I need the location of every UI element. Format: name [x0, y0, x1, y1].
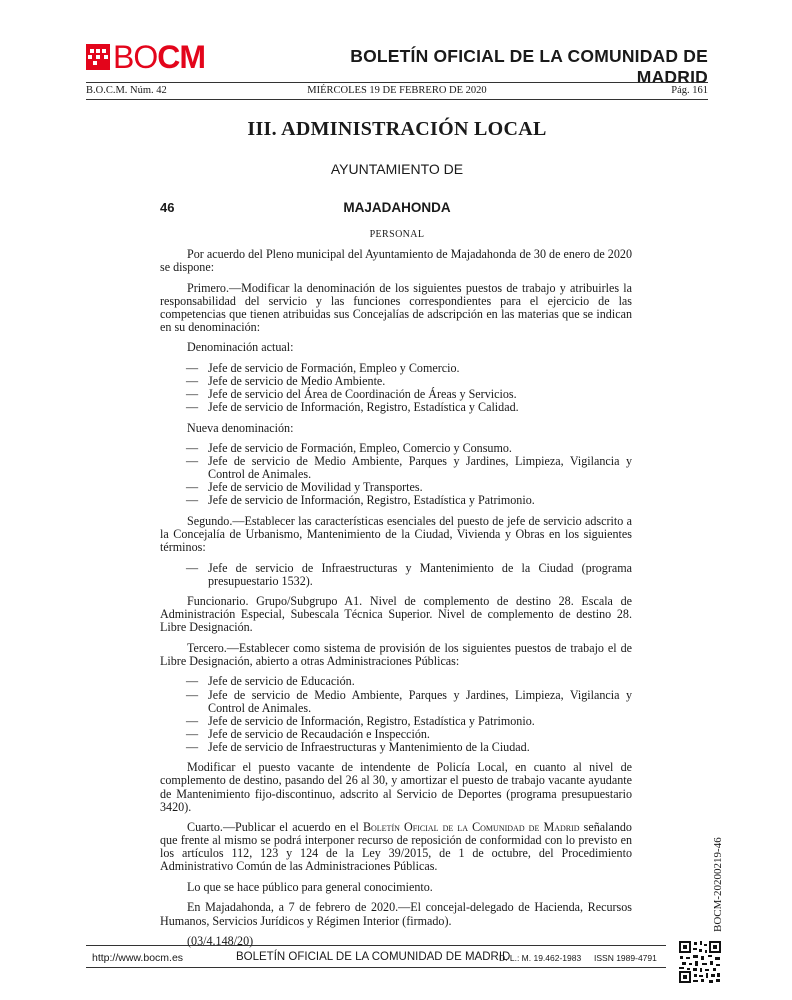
nueva-denominacion-list — [160, 442, 632, 507]
denominacion-actual-label: Denominación actual: — [187, 340, 294, 355]
footer-rule-top — [86, 945, 666, 946]
denominacion-actual-list — [160, 362, 632, 414]
publication-title: BOLETÍN OFICIAL DE LA COMUNIDAD DE MADRID — [350, 46, 708, 87]
primero-paragraph: Primero.—Modificar la denominación de los siguientes puestos de trabajo y atribuirles la responsabilidad del servicio y las funciones correspondientes para el ejercicio de las competencias que tienen atribuidas sus Concejalías de adscripción en las materias que se indican en su denominación: — [160, 280, 632, 334]
publico-paragraph: Lo que se hace público para general conocimiento. — [187, 879, 433, 894]
intro-paragraph: Por acuerdo del Pleno municipal del Ayuntamiento de Majadahonda de 30 de enero de 2020 se dispone: — [160, 247, 632, 275]
vertical-document-code: BOCM-20200219-46 — [712, 837, 724, 932]
firma-paragraph: En Majadahonda, a 7 de febrero de 2020.—El concejal-delegado de Hacienda, Recursos Humanos, Servicios Jurídicos y Régimen Interior (firmado). — [160, 900, 632, 928]
madrid-flag-icon — [86, 44, 110, 70]
logo-text-bo: BO — [113, 39, 158, 75]
list-item: — Jefe de servicio de Educación. — [186, 674, 355, 689]
list-item: — Jefe de servicio de Información, Registro, Estadística y Patrimonio. — [186, 713, 535, 728]
reference-number: (03/4.148/20) — [187, 933, 254, 948]
list-item: — Jefe de servicio de Movilidad y Transportes. — [186, 480, 423, 495]
footer — [86, 950, 666, 966]
bocm-logo — [86, 39, 205, 75]
list-item: — Jefe de servicio de Medio Ambiente. — [186, 373, 386, 388]
issue-date: MIÉRCOLES 19 DE FEBRERO DE 2020 — [307, 85, 487, 96]
footer-title: BOLETÍN OFICIAL DE LA COMUNIDAD DE MADRID — [236, 951, 511, 963]
list-item: — Jefe de servicio de Infraestructuras y Mantenimiento de la Ciudad. — [186, 739, 530, 754]
modificar-paragraph: Modificar el puesto vacante de intendente de Policía Local, en cuanto al nivel de complemento de destino, pasando del 26 al 30, y amortizar el puesto de trabajo vacante ayudante de Mantenimiento fijo-discontinuo, adscrito al Servicio de Deportes (programa presupuestario 3420). — [160, 760, 632, 814]
issn: ISSN 1989-4791 — [594, 953, 657, 963]
list-item: — Jefe de servicio de Medio Ambiente, Parques y Jardines, Limpieza, Vigilancia y Control de Animales. — [186, 687, 632, 715]
list-item: — Jefe de servicio de Formación, Empleo, Comercio y Consumo. — [186, 441, 512, 456]
document-body — [160, 248, 632, 955]
list-item: — Jefe de servicio de Formación, Empleo y Comercio. — [186, 360, 460, 375]
header-rule-bottom — [86, 99, 708, 100]
section-heading: III. ADMINISTRACIÓN LOCAL — [247, 118, 547, 140]
page-number: Pág. 161 — [671, 85, 708, 96]
legal-deposit: D. L.: M. 19.462-1983 — [499, 953, 582, 963]
list-item: — Jefe de servicio de Información, Registro, Estadística y Calidad. — [186, 400, 519, 415]
list-item: — Jefe de servicio del Área de Coordinación de Áreas y Servicios. — [186, 387, 517, 402]
qr-code-icon — [678, 940, 722, 984]
subject-heading: PERSONAL — [369, 229, 425, 240]
segundo-list — [160, 562, 632, 588]
issue-number: B.O.C.M. Núm. 42 — [86, 85, 167, 96]
logo-text-cm: CM — [157, 39, 205, 75]
entity-prefix: AYUNTAMIENTO DE — [330, 161, 464, 177]
segundo-paragraph: Segundo.—Establecer las características esenciales del puesto de jefe de servicio adscrito a la Concejalía de Urbanismo, Mantenimiento de la Ciudad, Vivienda y Obras en los siguientes términos: — [160, 513, 632, 555]
cuarto-paragraph: Cuarto.—Publicar el acuerdo en el Boletín Oficial de la Comunidad de Madrid señalando que frente al mismo se podrá interponer recurso de reposición de conformidad con lo previsto en los artículos 112, 123 y 124 de la Ley 39/2015, de 1 de octubre, del Procedimiento Administrativo Común de las Administraciones Públicas. — [160, 820, 632, 874]
list-item: — Jefe de servicio de Infraestructuras y Mantenimiento de la Ciudad (programa presupuestario 1532). — [186, 560, 632, 588]
entity-name: MAJADAHONDA — [343, 200, 451, 215]
list-item: — Jefe de servicio de Recaudación e Inspección. — [186, 726, 430, 741]
bocm-name-smallcaps: Boletín Oficial de la Comunidad de Madrid — [362, 820, 580, 835]
announcement-number: 46 — [160, 200, 175, 215]
footer-rule-bottom — [86, 967, 666, 968]
tercero-list — [160, 675, 632, 754]
tercero-paragraph: Tercero.—Establecer como sistema de provisión de los siguientes puestos de trabajo el de Libre Designación, abierto a otras Administraciones Públicas: — [160, 640, 632, 668]
header-rule-top — [86, 82, 708, 83]
list-item: — Jefe de servicio de Medio Ambiente, Parques y Jardines, Limpieza, Vigilancia y Control de Animales. — [186, 454, 632, 482]
nueva-denominacion-label: Nueva denominación: — [187, 420, 294, 435]
list-item: — Jefe de servicio de Información, Registro, Estadística y Patrimonio. — [186, 493, 535, 508]
footer-url-link[interactable]: http://www.bocm.es — [92, 952, 184, 964]
funcionario-paragraph: Funcionario. Grupo/Subgrupo A1. Nivel de complemento de destino 28. Escala de Administración Especial, Subescala Técnica Superior. Nivel de complemento de destino 28. Libre Designación. — [160, 594, 632, 635]
